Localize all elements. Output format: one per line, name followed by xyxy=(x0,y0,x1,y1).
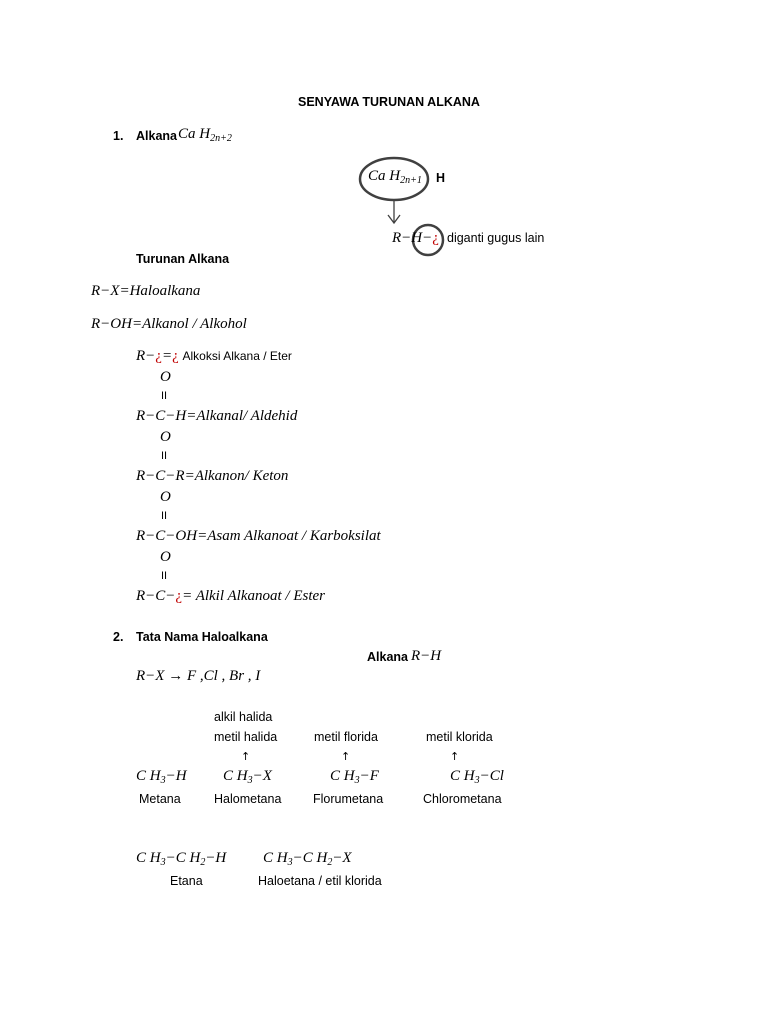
metana-name: Metana xyxy=(139,792,181,806)
aldehid-double-bond: II xyxy=(161,390,168,402)
ester-oxygen: O xyxy=(160,549,171,565)
replace-text: diganti gugus lain xyxy=(447,231,545,245)
section1-number: 1. xyxy=(113,129,124,143)
subheading-turunan: Turunan Alkana xyxy=(136,252,230,266)
metil-halida-label: metil halida xyxy=(214,730,278,744)
etana-name: Etana xyxy=(170,874,203,888)
haloetana-formula: C $H_3-C$ $H_2-X$ xyxy=(263,850,352,868)
florumetana-formula: C $H_3-F$ xyxy=(330,768,379,786)
chlorometana-formula: C $H_3-Cl$ xyxy=(450,768,504,786)
section1-heading: Alkana xyxy=(136,129,177,143)
circled-formula: Ca $H_{2n+1}$ xyxy=(368,168,422,186)
section2-number: 2. xyxy=(113,630,124,644)
up-arrow-icon: ↑ xyxy=(450,750,460,763)
up-arrow-icon: ↑ xyxy=(241,750,251,763)
aldehid-oxygen: O xyxy=(160,369,171,385)
keton-eq: R−C−R=Alkanon/ Keton xyxy=(136,468,289,484)
section2-heading: Tata Nama Haloalkana xyxy=(136,630,268,644)
halometana-formula: C $H_3-X$ xyxy=(223,768,272,786)
etana-formula: C $H_3-C$ $H_2-H$ xyxy=(136,850,227,868)
haloetana-name: Haloetana / etil klorida xyxy=(258,874,382,888)
ester-eq: R−C−¿= Alkil Alkanoat / Ester xyxy=(136,588,325,604)
halogen-formula: R−X → F ,Cl , Br , I xyxy=(136,668,261,684)
haloalkana-eq: R−X=Haloalkana xyxy=(91,283,201,299)
ester-double-bond: II xyxy=(161,570,168,582)
up-arrow-icon: ↑ xyxy=(341,750,351,763)
alkana-label: Alkana xyxy=(367,650,408,664)
alkanol-eq: R−OH=Alkanol / Alkohol xyxy=(91,316,247,332)
keton-oxygen: O xyxy=(160,429,171,445)
chlorometana-name: Chlorometana xyxy=(423,792,502,806)
karboksilat-double-bond: II xyxy=(161,510,168,522)
halometana-name: Halometana xyxy=(214,792,282,806)
aldehid-eq: R−C−H=Alkanal/ Aldehid xyxy=(136,408,298,424)
alkil-halida-label: alkil halida xyxy=(214,710,273,724)
alkana-formula: R−H xyxy=(411,648,442,664)
metil-klorida-label: metil klorida xyxy=(426,730,493,744)
karboksilat-oxygen: O xyxy=(160,489,171,505)
metil-florida-label: metil florida xyxy=(314,730,378,744)
replace-expression: R−H−¿ xyxy=(392,230,439,246)
keton-double-bond: II xyxy=(161,450,168,462)
page-title: SENYAWA TURUNAN ALKANA xyxy=(298,95,480,109)
florumetana-name: Florumetana xyxy=(313,792,384,806)
alkana-general-formula: Ca $H_{2n+2}$ xyxy=(178,126,232,144)
h-label: H xyxy=(436,171,446,185)
metana-formula: C $H_3-H$ xyxy=(136,768,187,786)
karboksilat-eq: R−C−OH=Asam Alkanoat / Karboksilat xyxy=(136,528,381,544)
eter-eq: R−¿=¿ Alkoksi Alkana / Eter xyxy=(136,348,292,364)
